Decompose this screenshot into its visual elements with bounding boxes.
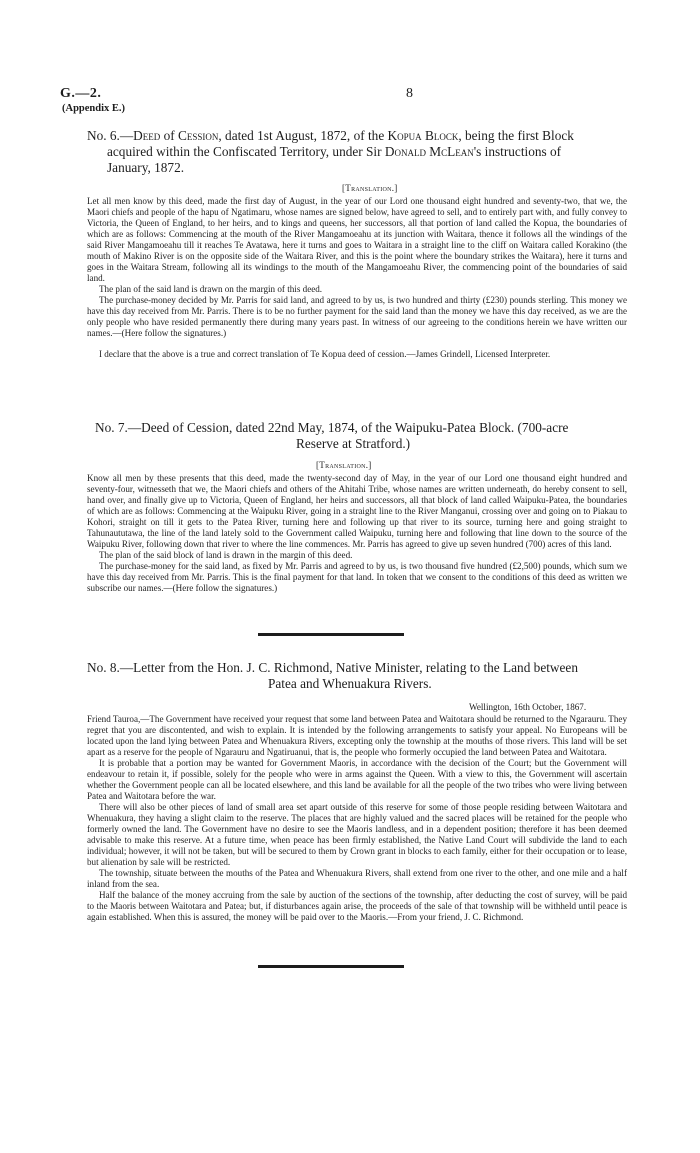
section-6-title-line3: January, 1872. [107,160,185,175]
section-7-title-line2: Reserve at Stratford.) [296,436,411,451]
section-6-translation-label: [Translation.] [342,183,398,193]
section-8-para-4: The township, situate between the mouths of the Patea and Whenuakura Rivers, shall extend from one river to the other, and one mile and a half inland from the sea. [87,868,627,889]
end-divider-rule [258,965,404,968]
section-7-para-2: The plan of the said block of land is drawn in the margin of this deed. [99,550,353,560]
section-6-title-deed: Deed [133,128,161,143]
section-6-declaration: I declare that the above is a true and correct translation of Te Kopua deed of cession.—James Grindell, Licensed Interpreter. [99,349,551,359]
section-8-para-3: There will also be other pieces of land of small area set apart outside of this reserve for some of those people residing between Waitotara and Whenuakura, they having a slight claim to the reserve. The places that are highly valued and the sacred places will be retained for the people who formerly owned the land. The Government have no desire to see the Maoris landless, and in a dependent position; therefore it has been deemed advisable to make this reserve. At a future time, when peace has been firmly established, the Native Land Court will subdivide the land to each individual; however, it will not be taken, but will be secured to them by Crown grant in blocks to each family, either for their occupation or to lease, but alienation by sale will be restricted. [87,802,627,867]
section-6-title-line2a: acquired within the Confiscated Territory, under Sir [107,144,385,159]
section-6-title-cession: Cession [178,128,219,143]
section-7-body [87,473,627,594]
section-6-title-of: of [160,128,179,143]
section-6-title-rest1: , dated 1st August, 1872, of the [218,128,388,143]
section-6-title-line2 [107,144,628,160]
letter-date: Wellington, 16th October, 1867. [469,702,587,712]
section-7-translation-label: [Translation.] [316,460,372,470]
section-6-para-2: The plan of the said land is drawn on the margin of this deed. [99,284,323,294]
section-7-para-1: Know all men by these presents that this deed, made the twenty-second day of May, in the year of our Lord one thousand eight hundred and seventy-four, witnesseth that we, the Maori chiefs and others of the Ahitahi Tribe, whose names are written underneath, do hereby consent to sell, hand over, and finally give up to Victoria, Queen of England, her heirs and successors, all that block of land called Waipuku-Patea, the boundaries of which are as follows: Commencing at the Waipuku River, going in a straight line to the River Manganui, crossing over and going on to Piakau to Kohori, straight on till it gets to the Patea River, turning here and following up that river to its source, turning here and going straight to Tahunaututawa, the line of the land lately sold to the Government called Waipuku, turning here and following that line down to the source of the Waipuku River, following down that river to where the line commences. Mr. Parris has agreed to give up seven hundred (700) acres of this land. [87,473,627,549]
section-6-title-line2b: 's instructions of [473,144,562,159]
section-6-body [87,196,627,360]
section-6-title-rest2: , being the first Block [458,128,574,143]
section-8-para-5: Half the balance of the money accruing from the sale by auction of the sections of the township, after deducting the cost of survey, will be paid to the Maoris between Waitotara and Patea; but, if disturbances again arise, the proceeds of the sale of that township will be withheld until peace is again established. When this is assured, the money will be paid over to the Maoris.—From your friend, J. C. Richmond. [87,890,627,922]
section-8-body [87,714,627,923]
section-8-title-line1: No. 8.—Letter from the Hon. J. C. Richmond, Native Minister, relating to the Land between [87,660,578,675]
section-6-title-block: Kopua Block [387,128,459,143]
page-header [60,86,640,120]
section-6-title-donald: Donald McLean [384,144,474,159]
appendix-label: (Appendix E.) [62,103,126,114]
section-6-title-no: No. 6.— [87,128,134,143]
section-6-title [87,128,628,144]
parliamentary-paper-ref: G.—2. [60,86,102,101]
section-6-para-1: Let all men know by this deed, made the first day of August, in the year of our Lord one thousand eight hundred and seventy-two, that we, the Maori chiefs and people of the hapu of Ngatimaru, whose names are signed below, have agreed to sell, and to entirely part with, and fully convey to Victoria, the Queen of England, to her heirs, and to kings and queens, her successors, all that portion of land called the Kopua, the boundaries of which are as follows: Commencing at the mouth of the River Mangamoeahu at its junction with Waitara, thence it follows all the windings of the said River Mangamoeahu till it reaches Te Avatawa, here it turns and goes to Waitara in a straight line to the cliff on Waitara called Korakino (the mouth of Makino River is on the opposite side of the Waitara River, and this is the point where the boundary strikes the Waitara), here it turns and goes in the Waitara Stream, following all its windings to the mouth of the Mangamoeahu River, the commencing point of the boundaries of said land. [87,196,627,283]
section-7-para-3: The purchase-money for the said land, as fixed by Mr. Parris and agreed to by us, is two thousand five hundred (£2,500) pounds, which sum we have this day received from Mr. Parris. This is the final payment for that land. In token that we consent to the conditions of this deed as written we subscribe our names.—(Here follow the signatures.) [87,561,627,593]
page-number: 8 [406,86,413,101]
section-8-para-1: Friend Tauroa,—The Government have received your request that some land between Patea and Waitotara should be returned to the Ngarauru. They regret that you are discontented, and wish to explain. It is intended by the following arrangements to satisfy your appeal. No Europeans will be located upon the land lying between Patea and Whenuakura Rivers, excepting only the township at the mouths of those rivers. This land will be set apart as a reserve for the people of Ngarauru and Ngatiruanui, that is, the people who formerly occupied the land between Patea and Waitotara. [87,714,627,757]
section-divider-rule [258,633,404,636]
section-7-title-line1: No. 7.—Deed of Cession, dated 22nd May, 1874, of the Waipuku-Patea Block. (700-acre [95,420,569,435]
section-6-para-3: The purchase-money decided by Mr. Parris for said land, and agreed to by us, is two hundred and thirty (£230) pounds sterling. This money we have this day received from Mr. Parris. There is to be no further payment for the said land than the money we have this day received, as we are the only people who have resided permanently there during many years past. In witness of our agreeing to the conditions herein we have written our names.—(Here follow the signatures.) [87,295,627,338]
section-8-para-2: It is probable that a portion may be wanted for Government Maoris, in accordance with the decision of the Court; but the Government will endeavour to retain it, if possible, solely for the people who were in arms against the Queen. With a view to this, the Government will ascertain whether the Government people can all be located elsewhere, and this land be available for all the people of the two tribes who were living between Patea and Waitotara before the war. [87,758,627,801]
section-8-title-line2: Patea and Whenuakura Rivers. [268,676,432,691]
